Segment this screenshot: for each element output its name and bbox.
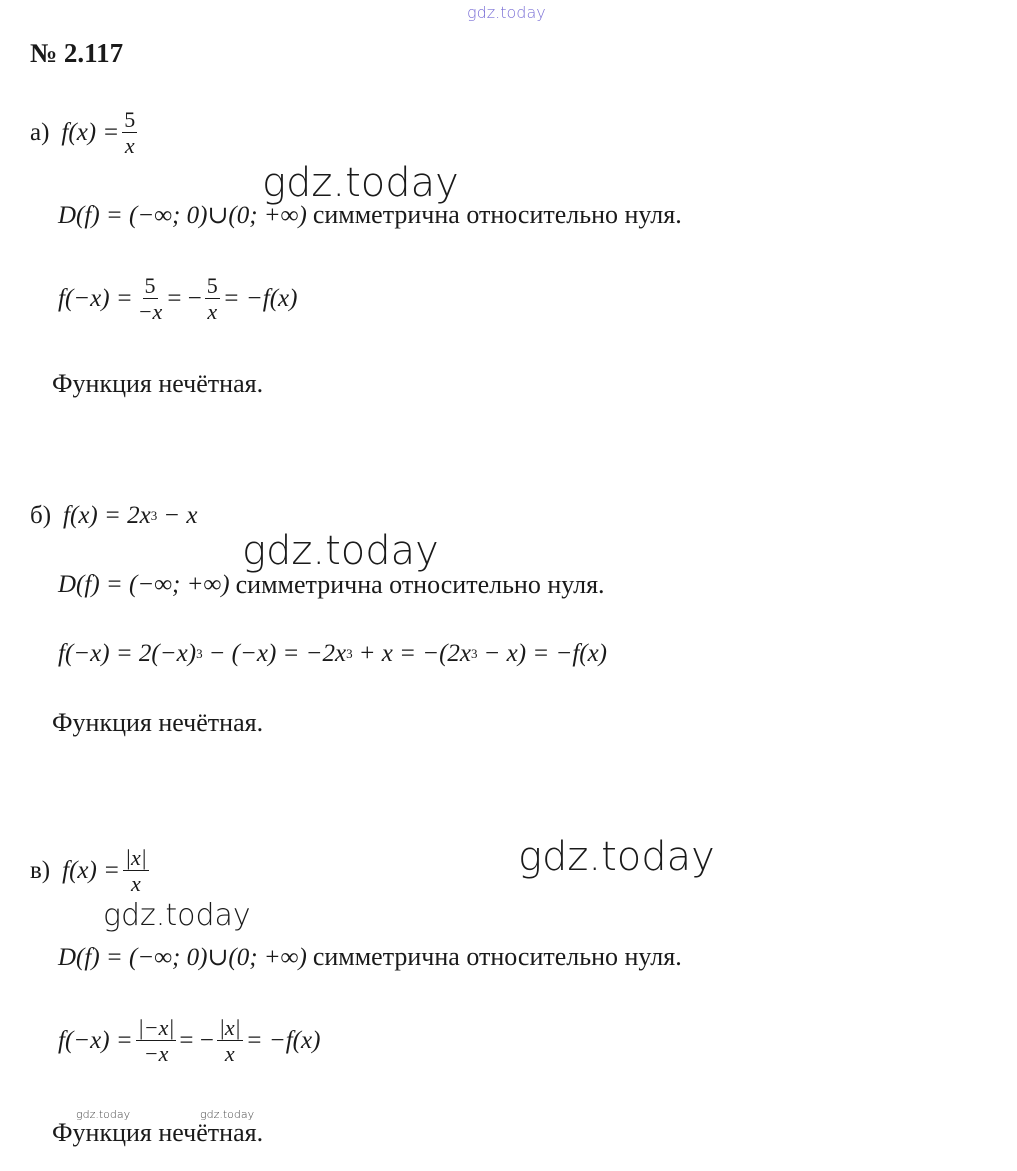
part-v-check-lhs: f(−x) = [58, 1026, 133, 1054]
part-b-func-exp: 3 [150, 508, 158, 523]
part-a-domain-expr: D(f) = (−∞; 0)∪(0; +∞) [58, 202, 307, 229]
part-a-check-frac2-den: x [207, 299, 218, 325]
part-b-conclusion: Функция нечётная. [52, 708, 264, 737]
part-a-frac-num: 5 [124, 107, 136, 132]
part-v-frac-den: x [131, 871, 141, 897]
part-b-check [58, 640, 607, 668]
part-b-check-p2: − (−x) = −2x [208, 640, 347, 667]
part-a-check-frac1-den: −x [137, 299, 163, 325]
part-v-check [58, 1016, 320, 1065]
part-a-domain [58, 200, 682, 230]
part-v-label: в) [30, 856, 51, 884]
part-v-frac-num: |x| [124, 845, 147, 870]
part-b-check-e3: 3 [471, 646, 478, 661]
part-b-func-lhs: f(x) = 2x [63, 502, 151, 529]
part-v-check-mid: = − [179, 1026, 214, 1054]
part-a-check-rhs: = −f(x) [222, 284, 298, 312]
part-v-domain-text: симметрична относительно нуля. [312, 942, 682, 971]
part-b-label: б) [30, 502, 52, 529]
part-a-frac-den: x [124, 133, 135, 159]
problem-number: № 2.117 [30, 38, 124, 68]
part-a-check-lhs: f(−x) = [58, 284, 133, 312]
part-a-check-frac2 [205, 274, 220, 323]
part-a-check-frac1 [136, 274, 165, 323]
part-v-check-rhs: = −f(x) [245, 1026, 321, 1054]
part-a-fraction [122, 108, 137, 157]
part-b-check-e2: 3 [346, 646, 353, 661]
part-a-check-frac2-num: 5 [206, 273, 218, 298]
part-b-function [30, 502, 197, 530]
part-a-check-mid: = − [167, 284, 202, 312]
part-b-check-e1: 3 [196, 646, 203, 661]
watermark-v-right: gdz.today [518, 834, 715, 880]
watermark-b: gdz.today [242, 528, 439, 574]
part-v-func-lhs: f(x) = [62, 856, 120, 884]
part-b-domain [58, 570, 605, 600]
watermark-small-2: gdz.today [200, 1108, 255, 1121]
part-a-label: а) [30, 118, 50, 146]
part-a-check-frac1-num: 5 [144, 273, 156, 298]
watermark-a: gdz.today [262, 160, 459, 206]
watermark-small-1: gdz.today [76, 1108, 131, 1121]
part-a-function [30, 108, 140, 157]
part-v-check-frac1-den: −x [143, 1041, 169, 1067]
part-b-domain-expr: D(f) = (−∞; +∞) [58, 571, 230, 598]
part-b-check-p3: + x = −(2x [358, 640, 472, 667]
part-v-check-frac2 [217, 1016, 243, 1065]
part-v-fraction [123, 846, 149, 895]
part-v-check-frac2-den: x [224, 1041, 235, 1067]
part-b-func-tail: − x [163, 502, 198, 529]
part-v-check-frac1 [136, 1016, 177, 1065]
part-v-domain [58, 942, 682, 972]
part-a-func-lhs: f(x) = [61, 118, 120, 146]
part-a-check [58, 274, 297, 323]
part-v-check-frac1-num: |−x| [137, 1015, 175, 1040]
watermark-v-left: gdz.today [103, 898, 251, 933]
watermark-top: gdz.today [467, 3, 546, 22]
part-v-conclusion: Функция нечётная. [52, 1118, 264, 1147]
part-a-domain-text: симметрична относительно нуля. [312, 200, 682, 229]
part-a-conclusion: Функция нечётная. [52, 369, 264, 398]
part-v-check-frac2-num: |x| [218, 1015, 241, 1040]
part-v-function [30, 846, 152, 895]
part-b-check-p4: − x) = −f(x) [483, 640, 608, 667]
part-b-domain-text: симметрична относительно нуля. [235, 570, 605, 599]
part-v-domain-expr: D(f) = (−∞; 0)∪(0; +∞) [58, 944, 307, 971]
part-b-check-p1: f(−x) = 2(−x) [58, 640, 197, 667]
